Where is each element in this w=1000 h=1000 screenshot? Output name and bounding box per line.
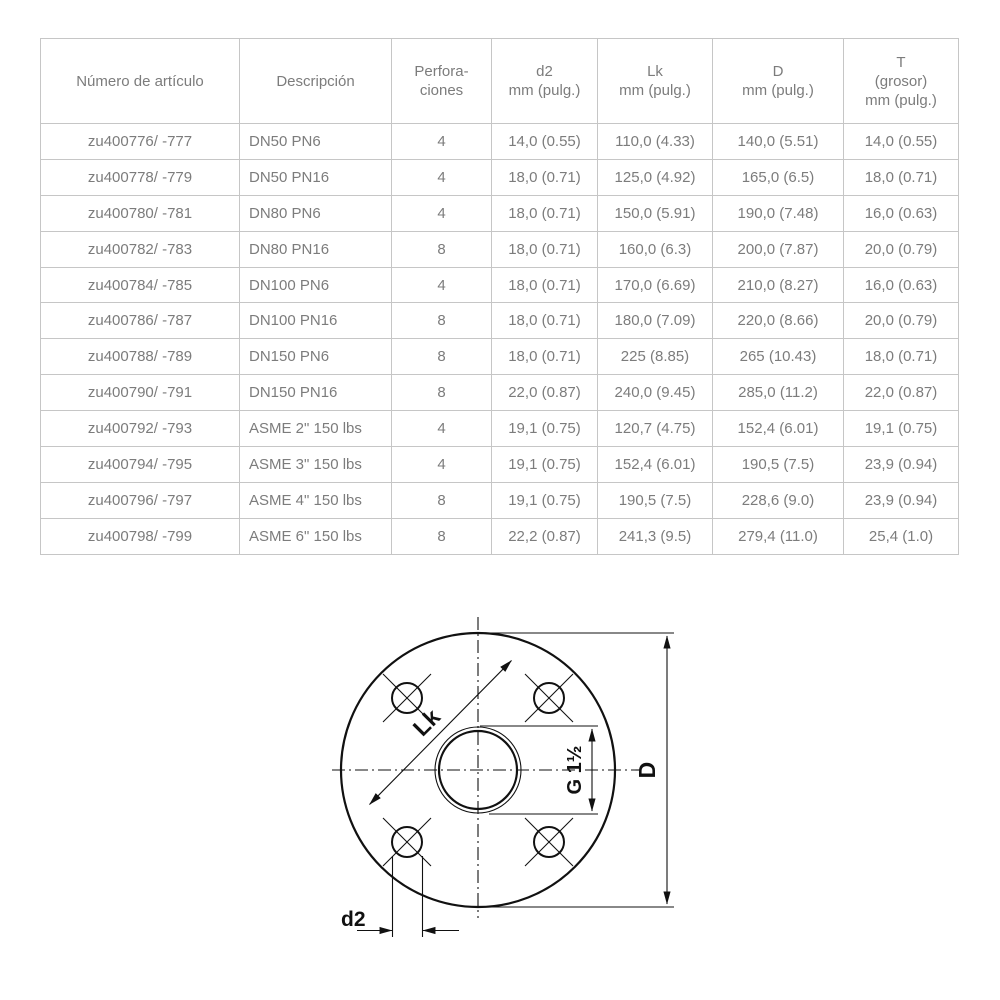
cell-description: DN50 PN16: [240, 159, 392, 195]
cell-d: 140,0 (5.51): [713, 124, 844, 160]
cell-lk: 190,5 (7.5): [598, 482, 713, 518]
header-line: mm (pulg.): [742, 82, 814, 99]
cell-lk: 180,0 (7.09): [598, 303, 713, 339]
cell-t: 23,9 (0.94): [844, 482, 959, 518]
cell-d: 165,0 (6.5): [713, 159, 844, 195]
cell-perforations: 8: [392, 375, 492, 411]
cell-description: ASME 3" 150 lbs: [240, 447, 392, 483]
label-d: D: [634, 761, 660, 779]
cell-lk: 120,7 (4.75): [598, 411, 713, 447]
cell-article: zu400794/ -795: [41, 447, 240, 483]
cell-lk: 240,0 (9.45): [598, 375, 713, 411]
cell-t: 19,1 (0.75): [844, 411, 959, 447]
cell-d: 200,0 (7.87): [713, 231, 844, 267]
header-line: D: [772, 63, 784, 80]
cell-d2: 18,0 (0.71): [492, 159, 598, 195]
header-line: T: [896, 53, 906, 71]
cell-perforations: 8: [392, 339, 492, 375]
header-line: Lk: [647, 63, 663, 80]
cell-d2: 19,1 (0.75): [492, 411, 598, 447]
cell-lk: 125,0 (4.92): [598, 159, 713, 195]
cell-d2: 19,1 (0.75): [492, 447, 598, 483]
cell-t: 20,0 (0.79): [844, 231, 959, 267]
cell-description: DN150 PN6: [240, 339, 392, 375]
cell-d: 210,0 (8.27): [713, 267, 844, 303]
cell-perforations: 4: [392, 267, 492, 303]
header-line: Número de artículo: [76, 72, 204, 90]
cell-d: 265 (10.43): [713, 339, 844, 375]
cell-article: zu400776/ -777: [41, 124, 240, 160]
cell-t: 18,0 (0.71): [844, 339, 959, 375]
cell-d: 228,6 (9.0): [713, 482, 844, 518]
cell-article: zu400782/ -783: [41, 231, 240, 267]
cell-d: 190,0 (7.48): [713, 195, 844, 231]
header-line: mm (pulg.): [619, 82, 691, 99]
cell-d2: 14,0 (0.55): [492, 124, 598, 160]
cell-d: 279,4 (11.0): [713, 518, 844, 554]
cell-perforations: 4: [392, 195, 492, 231]
cell-t: 25,4 (1.0): [844, 518, 959, 554]
cell-lk: 160,0 (6.3): [598, 231, 713, 267]
cell-d2: 18,0 (0.71): [492, 195, 598, 231]
cell-description: DN50 PN6: [240, 124, 392, 160]
cell-t: 18,0 (0.71): [844, 159, 959, 195]
label-g-thread: G 1½: [564, 745, 586, 795]
cell-d2: 18,0 (0.71): [492, 267, 598, 303]
cell-d: 152,4 (6.01): [713, 411, 844, 447]
header-line: mm (pulg.): [508, 82, 581, 99]
cell-description: DN100 PN6: [240, 267, 392, 303]
cell-t: 20,0 (0.79): [844, 303, 959, 339]
cell-description: ASME 4" 150 lbs: [240, 482, 392, 518]
cell-article: zu400792/ -793: [41, 411, 240, 447]
cell-perforations: 8: [392, 518, 492, 554]
cell-t: 16,0 (0.63): [844, 267, 959, 303]
cell-t: 16,0 (0.63): [844, 195, 959, 231]
cell-description: DN80 PN6: [240, 195, 392, 231]
cell-d2: 18,0 (0.71): [492, 231, 598, 267]
label-d2: d2: [341, 908, 366, 931]
cell-d: 220,0 (8.66): [713, 303, 844, 339]
cell-d2: 22,2 (0.87): [492, 518, 598, 554]
cell-description: ASME 6" 150 lbs: [240, 518, 392, 554]
cell-t: 23,9 (0.94): [844, 447, 959, 483]
cell-description: ASME 2" 150 lbs: [240, 411, 392, 447]
cell-description: DN150 PN16: [240, 375, 392, 411]
cell-article: zu400798/ -799: [41, 518, 240, 554]
cell-perforations: 4: [392, 447, 492, 483]
cell-d2: 22,0 (0.87): [492, 375, 598, 411]
cell-d: 285,0 (11.2): [713, 375, 844, 411]
cell-lk: 241,3 (9.5): [598, 518, 713, 554]
cell-lk: 225 (8.85): [598, 339, 713, 375]
label-lk: Lk: [407, 703, 446, 742]
cell-d: 190,5 (7.5): [713, 447, 844, 483]
cell-lk: 150,0 (5.91): [598, 195, 713, 231]
header-line: ciones: [419, 82, 464, 99]
cell-perforations: 4: [392, 411, 492, 447]
header-line: (grosor): [874, 72, 928, 90]
cell-perforations: 4: [392, 124, 492, 160]
cell-lk: 152,4 (6.01): [598, 447, 713, 483]
cell-article: zu400788/ -789: [41, 339, 240, 375]
cell-lk: 110,0 (4.33): [598, 124, 713, 160]
cell-d2: 19,1 (0.75): [492, 482, 598, 518]
cell-lk: 170,0 (6.69): [598, 267, 713, 303]
cell-article: zu400790/ -791: [41, 375, 240, 411]
cell-t: 14,0 (0.55): [844, 124, 959, 160]
cell-description: DN100 PN16: [240, 303, 392, 339]
header-line: Descripción: [276, 72, 355, 90]
cell-perforations: 8: [392, 231, 492, 267]
cell-d2: 18,0 (0.71): [492, 339, 598, 375]
header-line: Perfora-: [414, 63, 469, 80]
cell-article: zu400786/ -787: [41, 303, 240, 339]
cell-d2: 18,0 (0.71): [492, 303, 598, 339]
header-line: d2: [536, 63, 553, 80]
cell-article: zu400778/ -779: [41, 159, 240, 195]
cell-perforations: 8: [392, 482, 492, 518]
cell-t: 22,0 (0.87): [844, 375, 959, 411]
cell-perforations: 4: [392, 159, 492, 195]
cell-article: zu400780/ -781: [41, 195, 240, 231]
cell-description: DN80 PN16: [240, 231, 392, 267]
cell-article: zu400784/ -785: [41, 267, 240, 303]
cell-perforations: 8: [392, 303, 492, 339]
cell-article: zu400796/ -797: [41, 482, 240, 518]
header-line: mm (pulg.): [865, 91, 937, 109]
